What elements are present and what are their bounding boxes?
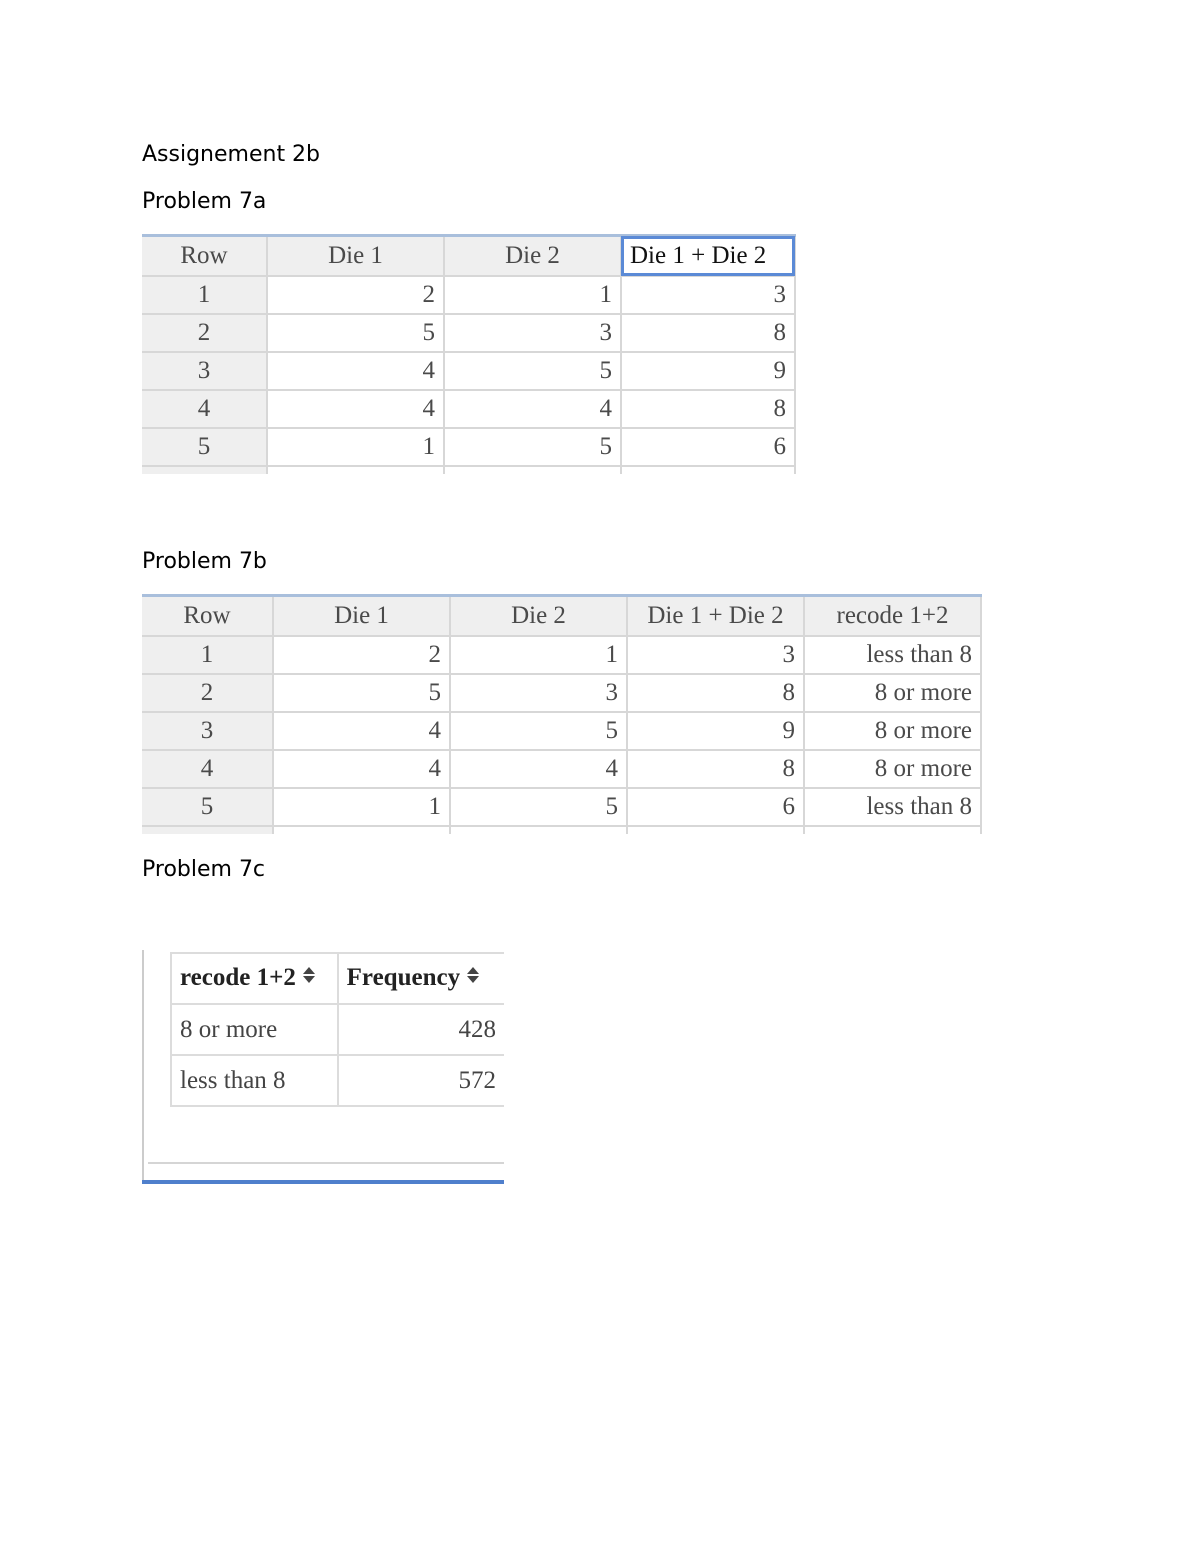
cell-category: 8 or more — [171, 1004, 338, 1055]
cell-die-1[interactable]: 4 — [273, 712, 450, 750]
cell-empty — [267, 466, 444, 474]
row-number[interactable]: 5 — [142, 428, 267, 466]
accent-divider — [142, 1180, 504, 1184]
cell-category: less than 8 — [171, 1055, 338, 1106]
cell-sum[interactable]: 9 — [621, 352, 795, 390]
cell-frequency: 428 — [338, 1004, 504, 1055]
table-row — [171, 1055, 504, 1106]
cell-die-2[interactable]: 5 — [450, 788, 627, 826]
row-number — [142, 826, 273, 834]
cell-sum[interactable]: 3 — [627, 636, 804, 674]
cell-die-2[interactable]: 4 — [450, 750, 627, 788]
column-header-die-2[interactable]: Die 2 — [450, 596, 627, 636]
problem-7a-table — [142, 234, 796, 474]
table-row — [142, 276, 795, 314]
table-row — [142, 750, 981, 788]
table-row — [171, 1004, 504, 1055]
column-header-sum[interactable]: Die 1 + Die 2 — [627, 596, 804, 636]
cell-die-2[interactable]: 4 — [444, 390, 621, 428]
cell-empty — [804, 826, 981, 834]
header-row — [142, 596, 981, 636]
cell-die-1[interactable]: 5 — [267, 314, 444, 352]
cell-die-1[interactable]: 1 — [267, 428, 444, 466]
document-title: Assignement 2b — [142, 142, 321, 167]
row-number[interactable]: 4 — [142, 390, 267, 428]
cell-empty — [627, 826, 804, 834]
cell-recode[interactable]: 8 or more — [804, 712, 981, 750]
cell-die-2[interactable]: 3 — [450, 674, 627, 712]
table-row — [142, 788, 981, 826]
table-row-partial — [142, 826, 981, 834]
cell-die-2[interactable]: 5 — [444, 428, 621, 466]
cell-die-1[interactable]: 5 — [273, 674, 450, 712]
column-header-die-1[interactable]: Die 1 — [273, 596, 450, 636]
panel-bottom-border — [148, 1162, 504, 1164]
cell-die-1[interactable]: 2 — [267, 276, 444, 314]
cell-die-1[interactable]: 4 — [267, 352, 444, 390]
problem-7a-heading: Problem 7a — [142, 189, 267, 214]
row-number[interactable]: 1 — [142, 276, 267, 314]
cell-die-2[interactable]: 3 — [444, 314, 621, 352]
column-header-die-2[interactable]: Die 2 — [444, 236, 621, 276]
cell-sum[interactable]: 8 — [621, 314, 795, 352]
cell-die-2[interactable]: 1 — [444, 276, 621, 314]
cell-recode[interactable]: 8 or more — [804, 750, 981, 788]
cell-die-1[interactable]: 4 — [273, 750, 450, 788]
sort-updown-icon[interactable] — [302, 963, 316, 991]
table-row — [142, 314, 795, 352]
column-header-sum-selected[interactable]: Die 1 + Die 2 — [621, 236, 795, 276]
row-number[interactable]: 5 — [142, 788, 273, 826]
column-header-row[interactable]: Row — [142, 236, 267, 276]
row-number[interactable]: 3 — [142, 712, 273, 750]
cell-sum[interactable]: 8 — [621, 390, 795, 428]
row-number[interactable]: 2 — [142, 674, 273, 712]
column-header-recode[interactable]: recode 1+2 — [804, 596, 981, 636]
cell-recode[interactable]: less than 8 — [804, 788, 981, 826]
table-row — [142, 428, 795, 466]
cell-die-1[interactable]: 2 — [273, 636, 450, 674]
cell-die-2[interactable]: 1 — [450, 636, 627, 674]
sort-header-frequency[interactable] — [338, 953, 504, 1004]
row-number[interactable]: 4 — [142, 750, 273, 788]
cell-sum[interactable]: 6 — [621, 428, 795, 466]
table-row — [142, 636, 981, 674]
column-header-row[interactable]: Row — [142, 596, 273, 636]
problem-7b-table — [142, 594, 982, 834]
row-number[interactable]: 1 — [142, 636, 273, 674]
row-number[interactable]: 2 — [142, 314, 267, 352]
sort-header-recode[interactable] — [171, 953, 338, 1004]
cell-sum[interactable]: 9 — [627, 712, 804, 750]
cell-empty — [621, 466, 795, 474]
cell-sum[interactable]: 3 — [621, 276, 795, 314]
cell-die-1[interactable]: 4 — [267, 390, 444, 428]
cell-sum[interactable]: 8 — [627, 674, 804, 712]
cell-die-2[interactable]: 5 — [444, 352, 621, 390]
cell-sum[interactable]: 6 — [627, 788, 804, 826]
problem-7b-heading: Problem 7b — [142, 549, 267, 574]
table-row — [142, 390, 795, 428]
cell-empty — [450, 826, 627, 834]
column-header-label: recode 1+2 — [180, 963, 296, 991]
frequency-panel — [142, 950, 504, 1184]
table-row — [142, 352, 795, 390]
cell-die-2[interactable]: 5 — [450, 712, 627, 750]
cell-recode[interactable]: less than 8 — [804, 636, 981, 674]
header-row — [142, 236, 795, 276]
table-row — [142, 712, 981, 750]
table-row — [142, 674, 981, 712]
cell-recode[interactable]: 8 or more — [804, 674, 981, 712]
frequency-table — [170, 952, 504, 1107]
column-header-label: Frequency — [346, 963, 461, 991]
column-header-die-1[interactable]: Die 1 — [267, 236, 444, 276]
cell-empty — [444, 466, 621, 474]
row-number[interactable]: 3 — [142, 352, 267, 390]
row-number — [142, 466, 267, 474]
cell-sum[interactable]: 8 — [627, 750, 804, 788]
cell-die-1[interactable]: 1 — [273, 788, 450, 826]
cell-frequency: 572 — [338, 1055, 504, 1106]
sort-updown-icon[interactable] — [466, 963, 480, 991]
header-row — [171, 953, 504, 1004]
table-row-partial — [142, 466, 795, 474]
cell-empty — [273, 826, 450, 834]
problem-7c-heading: Problem 7c — [142, 857, 266, 882]
